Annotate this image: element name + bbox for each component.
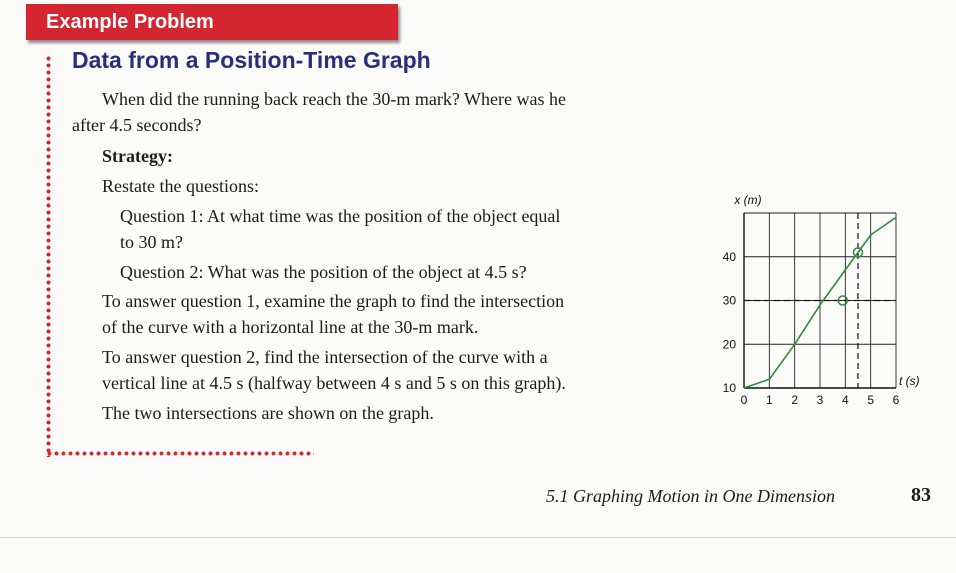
answer-2-line-1: To answer question 2, find the intersection of the curve with a xyxy=(102,347,548,367)
y-tick-label: 30 xyxy=(722,293,736,308)
x-tick-label: 3 xyxy=(816,393,824,407)
restate-text: Restate the questions: xyxy=(102,176,259,196)
y-tick-label: 40 xyxy=(722,249,736,264)
example-problem-banner: Example Problem xyxy=(26,4,398,40)
question-line-1: When did the running back reach the 30-m mark? Where was he xyxy=(102,89,566,109)
x-tick-label: 4 xyxy=(841,393,849,407)
y-tick-label: 10 xyxy=(722,381,736,395)
y-tick-label: 20 xyxy=(722,337,736,352)
x-tick-label: 6 xyxy=(892,393,900,407)
question-1-line-1: Question 1: At what time was the position of the object equal xyxy=(120,206,561,226)
page-bottom-rule xyxy=(0,537,956,538)
x-axis-label: t (s) xyxy=(899,374,920,388)
dotted-border-vertical xyxy=(46,55,51,457)
section-footer: 5.1 Graphing Motion in One Dimension xyxy=(546,486,835,506)
problem-title: Data from a Position-Time Graph xyxy=(72,47,431,73)
page-number: 83 xyxy=(911,484,931,506)
question-line-2: after 4.5 seconds? xyxy=(72,115,202,135)
question-2: Question 2: What was the position of the object at 4.5 s? xyxy=(120,262,527,282)
strategy-heading: Strategy: xyxy=(102,146,173,166)
x-tick-label: 0 xyxy=(740,393,748,407)
answer-2-line-2: vertical line at 4.5 s (halfway between 4 s and 5 s on this graph). xyxy=(102,373,566,393)
question-1-line-2: to 30 m? xyxy=(120,232,183,252)
x-tick-label: 2 xyxy=(791,393,799,407)
conclusion-text: The two intersections are shown on the graph. xyxy=(102,403,434,423)
x-tick-label: 1 xyxy=(765,393,773,407)
answer-1-line-1: To answer question 1, examine the graph to find the intersection xyxy=(102,291,565,311)
y-axis-label: x (m) xyxy=(734,193,762,207)
dotted-border-horizontal xyxy=(46,450,314,457)
answer-1-line-2: of the curve with a horizontal line at the 30-m mark. xyxy=(102,317,479,337)
position-time-graph xyxy=(710,185,932,410)
x-tick-label: 5 xyxy=(867,393,875,407)
